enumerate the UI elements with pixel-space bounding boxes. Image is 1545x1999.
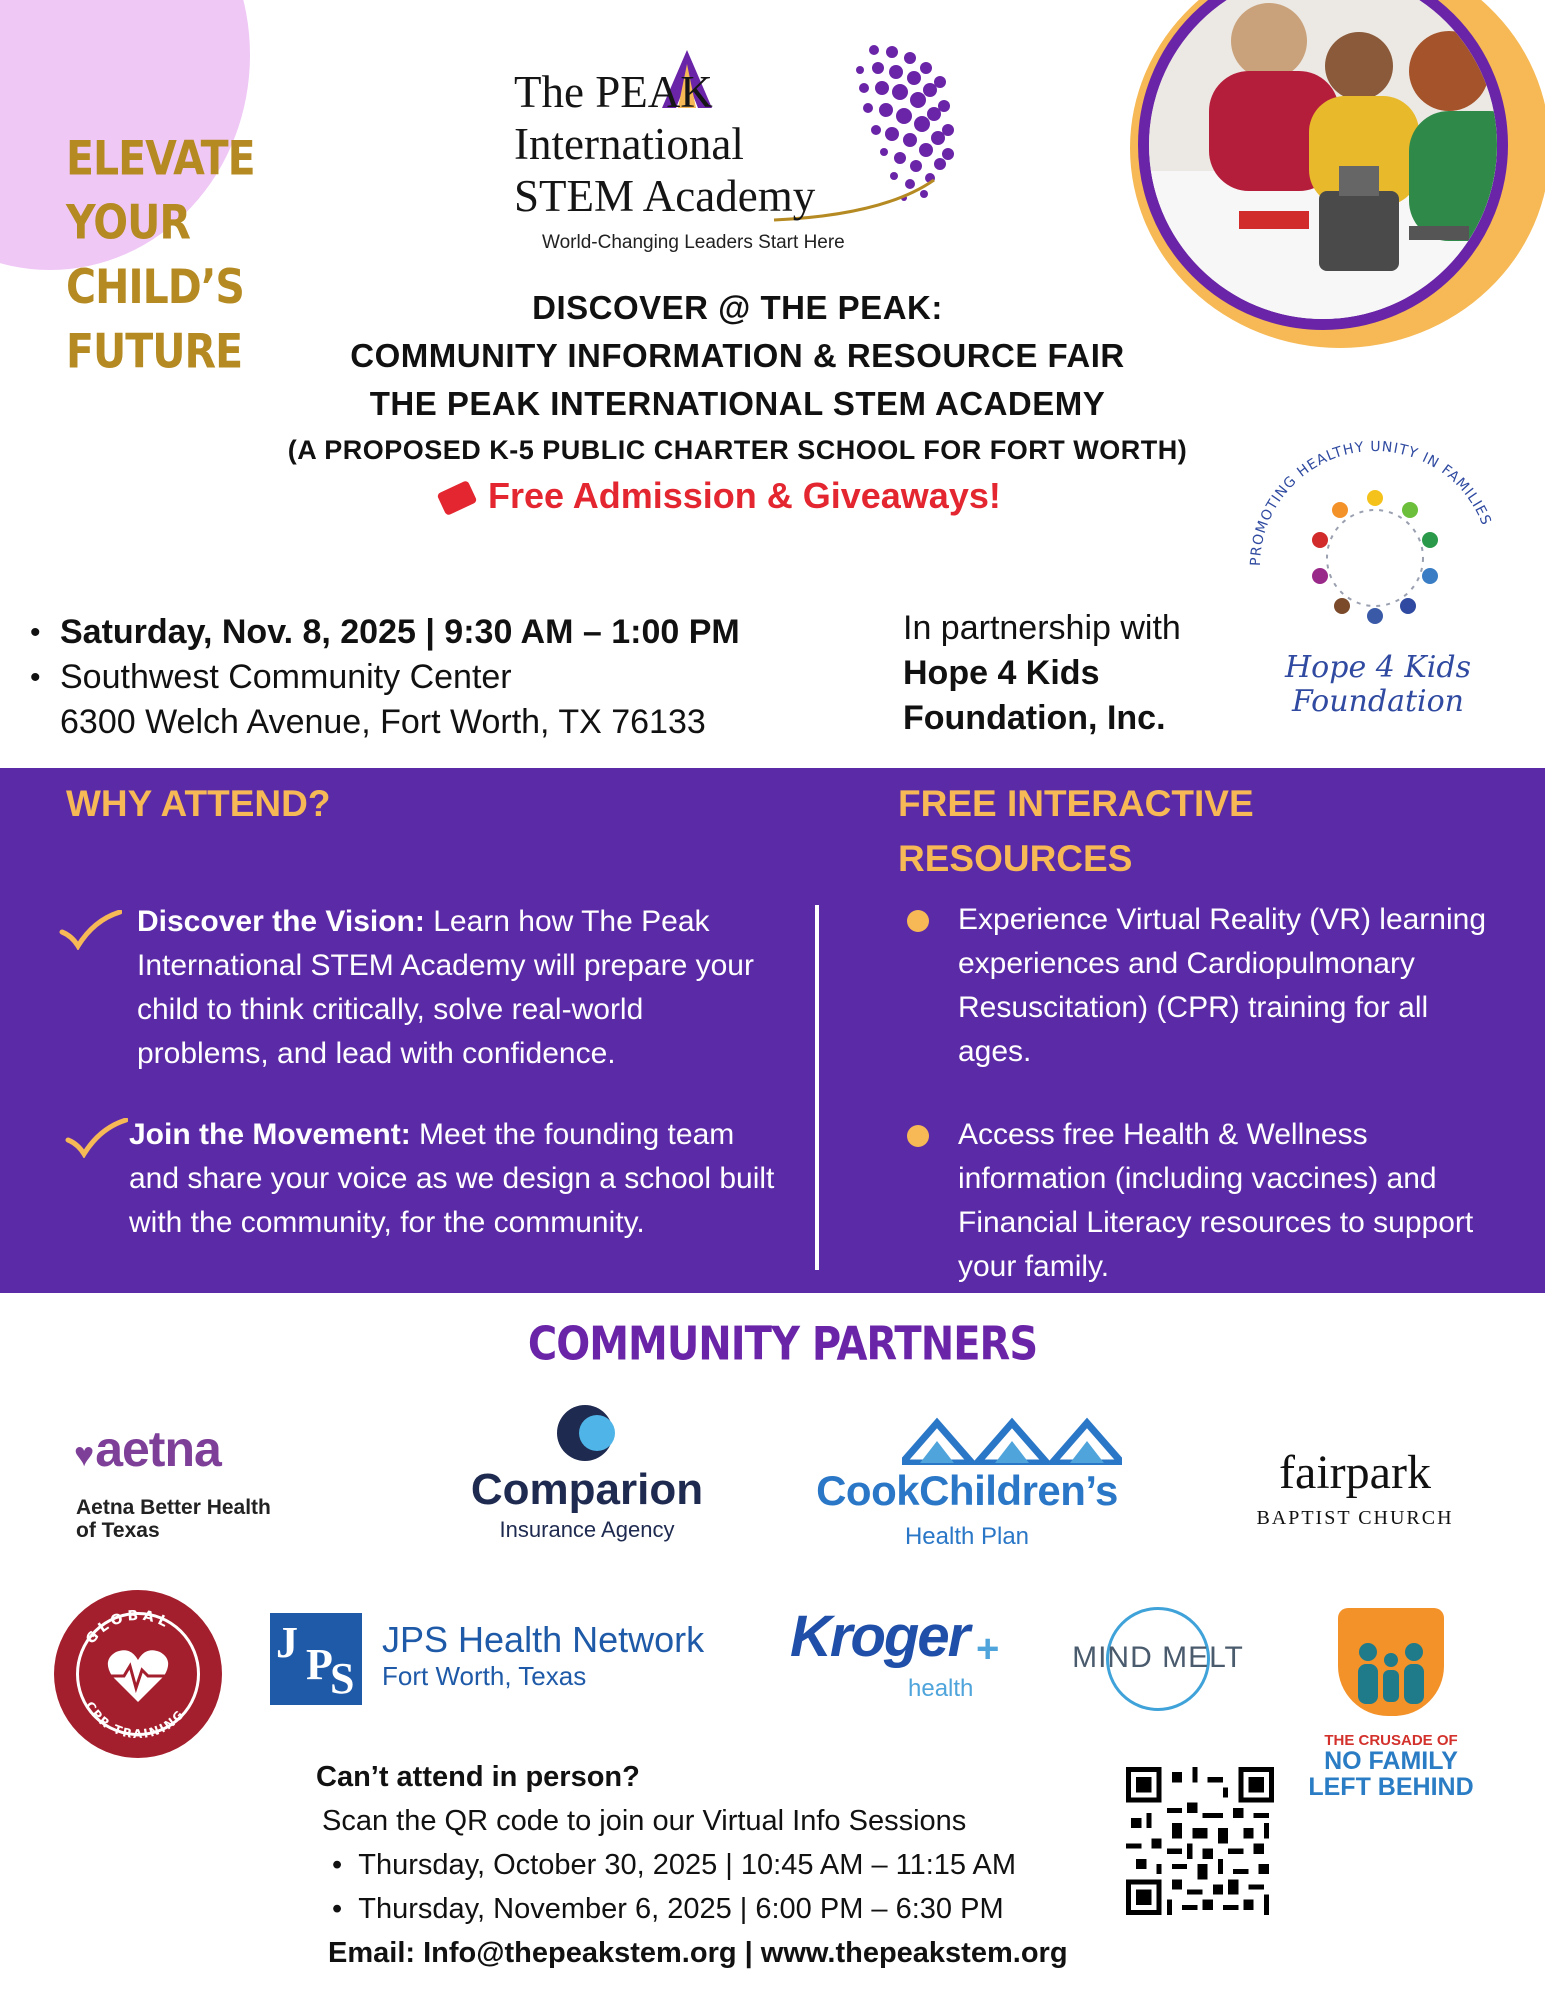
heading-academy: THE PEAK INTERNATIONAL STEM ACADEMY: [369, 385, 1106, 422]
ticket-icon: [437, 480, 478, 516]
fairpark-wordmark: fairpark: [1279, 1446, 1431, 1499]
why-item-1: [137, 900, 777, 1076]
cpr-top-text: GLOBAL: [82, 1607, 174, 1648]
free-admission: [440, 470, 1001, 522]
event-address: 6300 Welch Avenue, Fort Worth, TX 76133: [60, 703, 706, 741]
jps-logo: [270, 1613, 730, 1713]
logo-line1: The PEAK: [514, 67, 713, 117]
fairpark-subtitle: BAPTIST CHURCH: [1256, 1507, 1454, 1529]
virtual-scan-line: Scan the QR code to join our Virtual Info Sessions: [322, 1805, 967, 1837]
partnership-name-line1: Hope 4 Kids: [903, 654, 1100, 692]
jps-subtitle: Fort Worth, Texas: [382, 1661, 587, 1691]
community-partners-title: COMMUNITY PARTNERS: [527, 1318, 1038, 1371]
jps-mark-icon: J P S: [270, 1613, 362, 1705]
bullet-dot-icon: [907, 910, 929, 932]
column-divider: [815, 905, 819, 1270]
virtual-session-2: • Thursday, November 6, 2025 | 6:00 PM – 6:30 PM: [332, 1893, 1004, 1925]
crusade-logo: [1303, 1590, 1474, 1801]
resources-title: FREE INTERACTIVE RESOURCES: [898, 783, 1254, 879]
heading-fair: COMMUNITY INFORMATION & RESOURCE FAIR: [350, 337, 1125, 374]
hope4kids-arc-text: PROMOTING HEALTHY UNITY IN FAMILIES: [1247, 438, 1495, 567]
tagline-line2: CHILD’S FUTURE: [66, 259, 244, 379]
why-item-2-text: Meet the founding team and share your voice as we design a school built with the community, for the community.: [129, 1118, 775, 1239]
event-datetime: Saturday, Nov. 8, 2025 | 9:30 AM – 1:00 PM: [60, 613, 740, 651]
checkmark-icon: [58, 910, 122, 950]
hope4kids-logo: [1240, 436, 1510, 736]
virtual-session-1: • Thursday, October 30, 2025 | 10:45 AM – 11:15 AM: [332, 1849, 1017, 1881]
free-admission-text: Free Admission & Giveaways!: [488, 475, 1001, 516]
virtual-heading: Can’t attend in person?: [316, 1761, 640, 1793]
fairpark-logo: [1230, 1405, 1480, 1545]
kroger-wordmark: Kroger: [790, 1604, 969, 1669]
why-item-1-bold: Discover the Vision:: [137, 905, 425, 938]
aetna-subtitle: Aetna Better Health of Texas: [76, 1496, 271, 1542]
mind-melt-logo: [1068, 1607, 1248, 1717]
why-attend-title: WHY ATTEND?: [66, 783, 331, 824]
cook-subtitle: Health Plan: [904, 1523, 1030, 1550]
cpr-bottom-text: CPR TRAINING: [82, 1699, 188, 1742]
comparion-subtitle: Insurance Agency: [499, 1517, 675, 1542]
comparion-wordmark: Comparion: [470, 1465, 704, 1514]
cook-houses-icon: [902, 1415, 1122, 1465]
hope4kids-name-line2: Foundation: [1291, 684, 1464, 719]
resource-item-2: Access free Health & Wellness information (including vaccines) and Financial Literacy resources to support your family.: [958, 1118, 1474, 1283]
cook-childrens-logo: [792, 1415, 1142, 1555]
svg-text:GLOBAL: [83, 1608, 174, 1648]
checkmark-icon: [64, 1118, 128, 1158]
crusade-line1: THE CRUSADE OF: [1324, 1732, 1458, 1749]
crusade-name: NO FAMILY LEFT BEHIND: [1308, 1747, 1474, 1801]
resource-item-1: Experience Virtual Reality (VR) learning experiences and Cardiopulmonary Resuscitation) (CPR) training for all ages.: [958, 903, 1487, 1068]
comparion-logo: [462, 1405, 712, 1545]
heart-icon: ♥: [74, 1436, 94, 1474]
peak-academy-logo: [514, 30, 954, 270]
bullet-dot-icon: [907, 1125, 929, 1147]
kroger-subtitle: health: [908, 1675, 974, 1702]
cook-wordmark: CookChildren’s: [816, 1467, 1118, 1514]
qr-code-icon[interactable]: [1126, 1767, 1274, 1915]
heading-discover: DISCOVER @ THE PEAK:: [532, 289, 943, 326]
hope4kids-emblem: [1240, 436, 1510, 656]
why-item-2-bold: Join the Movement:: [129, 1118, 411, 1151]
heading-proposed: (A PROPOSED K-5 PUBLIC CHARTER SCHOOL FOR FORT WORTH): [287, 435, 1188, 465]
family-icon: [1348, 1630, 1434, 1710]
why-item-1-text: Learn how The Peak International STEM Academy will prepare your child to think critically, solve real-world problems, and lead with confidence.: [137, 905, 754, 1070]
logo-subtitle: World-Changing Leaders Start Here: [542, 232, 845, 253]
hope4kids-name: [1268, 651, 1488, 719]
partnership-block: [903, 606, 1181, 741]
partnership-name-line2: Foundation, Inc.: [903, 699, 1166, 737]
cpr-emblem: [54, 1590, 222, 1758]
aetna-logo: [74, 1420, 334, 1550]
mind-melt-wordmark: MIND MELT: [1072, 1641, 1244, 1674]
jps-name: JPS Health Network: [382, 1619, 705, 1660]
hope4kids-name-line1: Hope 4 Kids: [1285, 650, 1471, 685]
kroger-health-logo: [790, 1603, 1010, 1713]
global-cpr-logo: [54, 1590, 222, 1758]
comparion-mark-accent: [579, 1415, 615, 1451]
tagline-line1: ELEVATE YOUR: [66, 130, 255, 251]
partnership-intro: In partnership with: [903, 609, 1181, 647]
contact-line: Email: Info@thepeakstem.org | www.thepeakstem.org: [328, 1937, 1068, 1969]
bullet-dot-icon: •: [30, 661, 41, 694]
bullet-dot-icon: •: [30, 616, 41, 649]
logo-line3: STEM Academy: [514, 171, 816, 221]
aetna-wordmark: ♥aetna: [74, 1421, 221, 1477]
logo-line2: International: [514, 119, 744, 169]
event-venue: Southwest Community Center: [60, 658, 512, 696]
why-item-2: [129, 1113, 779, 1245]
plus-icon: +: [976, 1627, 1000, 1671]
svg-text:CPR TRAINING: [83, 1699, 188, 1741]
